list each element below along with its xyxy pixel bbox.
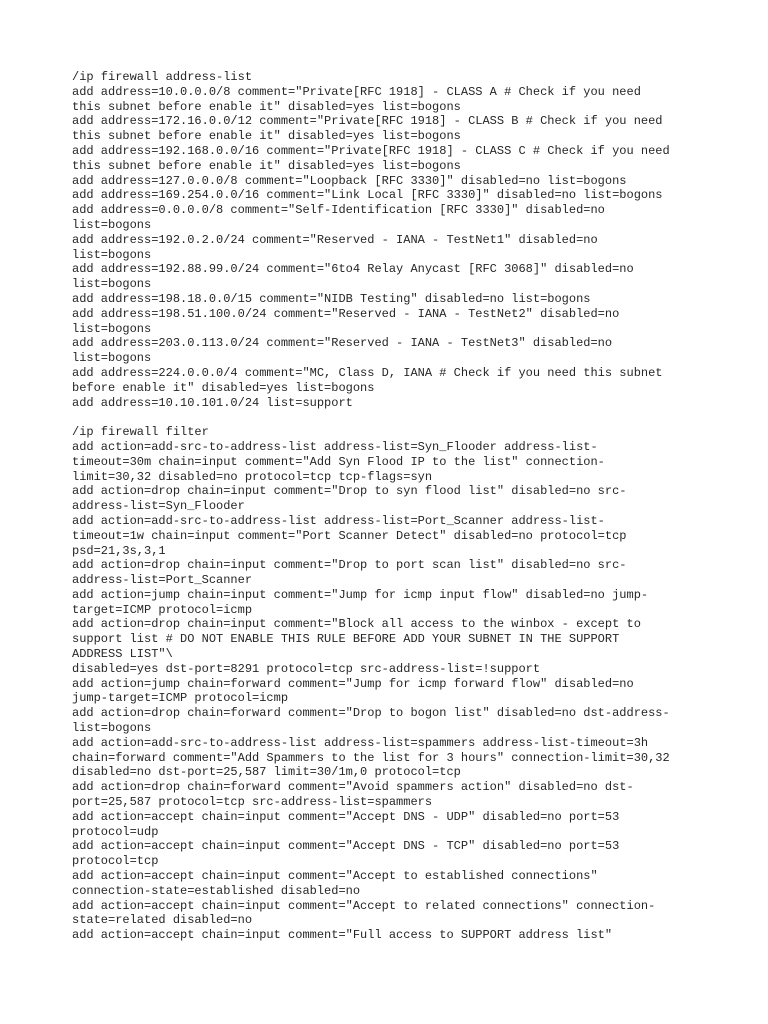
code-line: this subnet before enable it" disabled=yes list=bogons [72,158,461,173]
code-line: add address=198.51.100.0/24 comment="Reserved - IANA - TestNet2" disabled=no [72,306,620,321]
code-line: this subnet before enable it" disabled=yes list=bogons [72,99,461,114]
code-line: add address=172.16.0.0/12 comment="Private[RFC 1918] - CLASS B # Check if you need [72,114,663,129]
code-line: add address=10.10.101.0/24 list=support [72,395,353,410]
code-line: add address=169.254.0.0/16 comment="Link Local [RFC 3330]" disabled=no list=bogons [72,188,663,203]
code-block-ip-firewall-address-list [72,70,670,410]
code-line: add action=add-src-to-address-list address-list=Port_Scanner address-list- [72,513,605,528]
code-line: /ip firewall filter [72,425,209,440]
code-line: add action=accept chain=input comment="Accept to related connections" connection- [72,898,656,913]
code-line: this subnet before enable it" disabled=yes list=bogons [72,129,461,144]
code-line: add action=jump chain=forward comment="Jump for icmp forward flow" disabled=no [72,676,634,691]
code-line: list=bogons [72,721,152,736]
code-line: add action=add-src-to-address-list address-list=Syn_Flooder address-list- [72,439,598,454]
code-line: timeout=1w chain=input comment="Port Scanner Detect" disabled=no protocol=tcp [72,528,627,543]
code-line: chain=forward comment="Add Spammers to the list for 3 hours" connection-limit=30,32 [72,750,670,765]
code-block-ip-firewall-filter [72,425,670,943]
code-line: list=bogons [72,351,152,366]
code-line: add address=10.0.0.0/8 comment="Private[RFC 1918] - CLASS A # Check if you need [72,84,641,99]
code-line: protocol=udp [72,824,159,839]
code-line: add action=drop chain=input comment="Block all access to the winbox - except to [72,617,641,632]
code-line: psd=21,3s,3,1 [72,543,166,558]
code-line: ADDRESS LIST"\ [72,647,173,662]
code-line: add action=accept chain=input comment="Accept to established connections" [72,869,598,884]
code-line: address-list=Port_Scanner [72,573,253,588]
code-line: connection-state=established disabled=no [72,883,361,898]
code-line: protocol=tcp [72,854,159,869]
code-line: timeout=30m chain=input comment="Add Syn Flood IP to the list" connection- [72,454,605,469]
code-line: add address=203.0.113.0/24 comment="Reserved - IANA - TestNet3" disabled=no [72,336,613,351]
code-line: /ip firewall address-list [72,70,253,84]
code-line: jump-target=ICMP protocol=icmp [72,691,289,706]
code-line: target=ICMP protocol=icmp [72,602,253,617]
code-line: add address=192.168.0.0/16 comment="Private[RFC 1918] - CLASS C # Check if you need [72,143,670,158]
code-line: add action=accept chain=input comment="Accept DNS - TCP" disabled=no port=53 [72,839,620,854]
code-line: disabled=no dst-port=25,587 limit=30/1m,0 protocol=tcp [72,765,461,780]
code-line: add action=drop chain=forward comment="Avoid spammers action" disabled=no dst- [72,780,634,795]
code-line: add address=198.18.0.0/15 comment="NIDB Testing" disabled=no list=bogons [72,291,591,306]
code-line: add address=127.0.0.0/8 comment="Loopback [RFC 3330]" disabled=no list=bogons [72,173,627,188]
code-line: add action=jump chain=input comment="Jump for icmp input flow" disabled=no jump- [72,587,649,602]
code-line: add address=192.88.99.0/24 comment="6to4 Relay Anycast [RFC 3068]" disabled=no [72,262,634,277]
code-line: add address=192.0.2.0/24 comment="Reserved - IANA - TestNet1" disabled=no [72,232,598,247]
code-line: state=related disabled=no [72,913,253,928]
code-line: list=bogons [72,321,152,336]
code-line: list=bogons [72,247,152,262]
firewall-config-listing [72,70,670,943]
code-line: add action=drop chain=input comment="Drop to syn flood list" disabled=no src- [72,484,627,499]
code-line: add action=drop chain=forward comment="Drop to bogon list" disabled=no dst-address- [72,706,670,721]
code-line: add action=drop chain=input comment="Drop to port scan list" disabled=no src- [72,558,627,573]
code-line: before enable it" disabled=yes list=bogons [72,380,375,395]
code-line: limit=30,32 disabled=no protocol=tcp tcp-flags=syn [72,469,433,484]
code-line: support list # DO NOT ENABLE THIS RULE BEFORE ADD YOUR SUBNET IN THE SUPPORT [72,632,620,647]
code-line: list=bogons [72,217,152,232]
code-line: add action=accept chain=input comment="Accept DNS - UDP" disabled=no port=53 [72,809,620,824]
code-line: add address=0.0.0.0/8 comment="Self-Identification [RFC 3330]" disabled=no [72,203,605,218]
code-line: add action=add-src-to-address-list address-list=spammers address-list-timeout=3h [72,735,649,750]
code-line: add address=224.0.0.0/4 comment="MC, Class D, IANA # Check if you need this subnet [72,365,663,380]
code-line: list=bogons [72,277,152,292]
code-line: disabled=yes dst-port=8291 protocol=tcp src-address-list=!support [72,661,541,676]
code-line: address-list=Syn_Flooder [72,499,245,514]
code-line: add action=accept chain=input comment="Full access to SUPPORT address list" [72,928,613,943]
code-line: port=25,587 protocol=tcp src-address-list=spammers [72,795,433,810]
